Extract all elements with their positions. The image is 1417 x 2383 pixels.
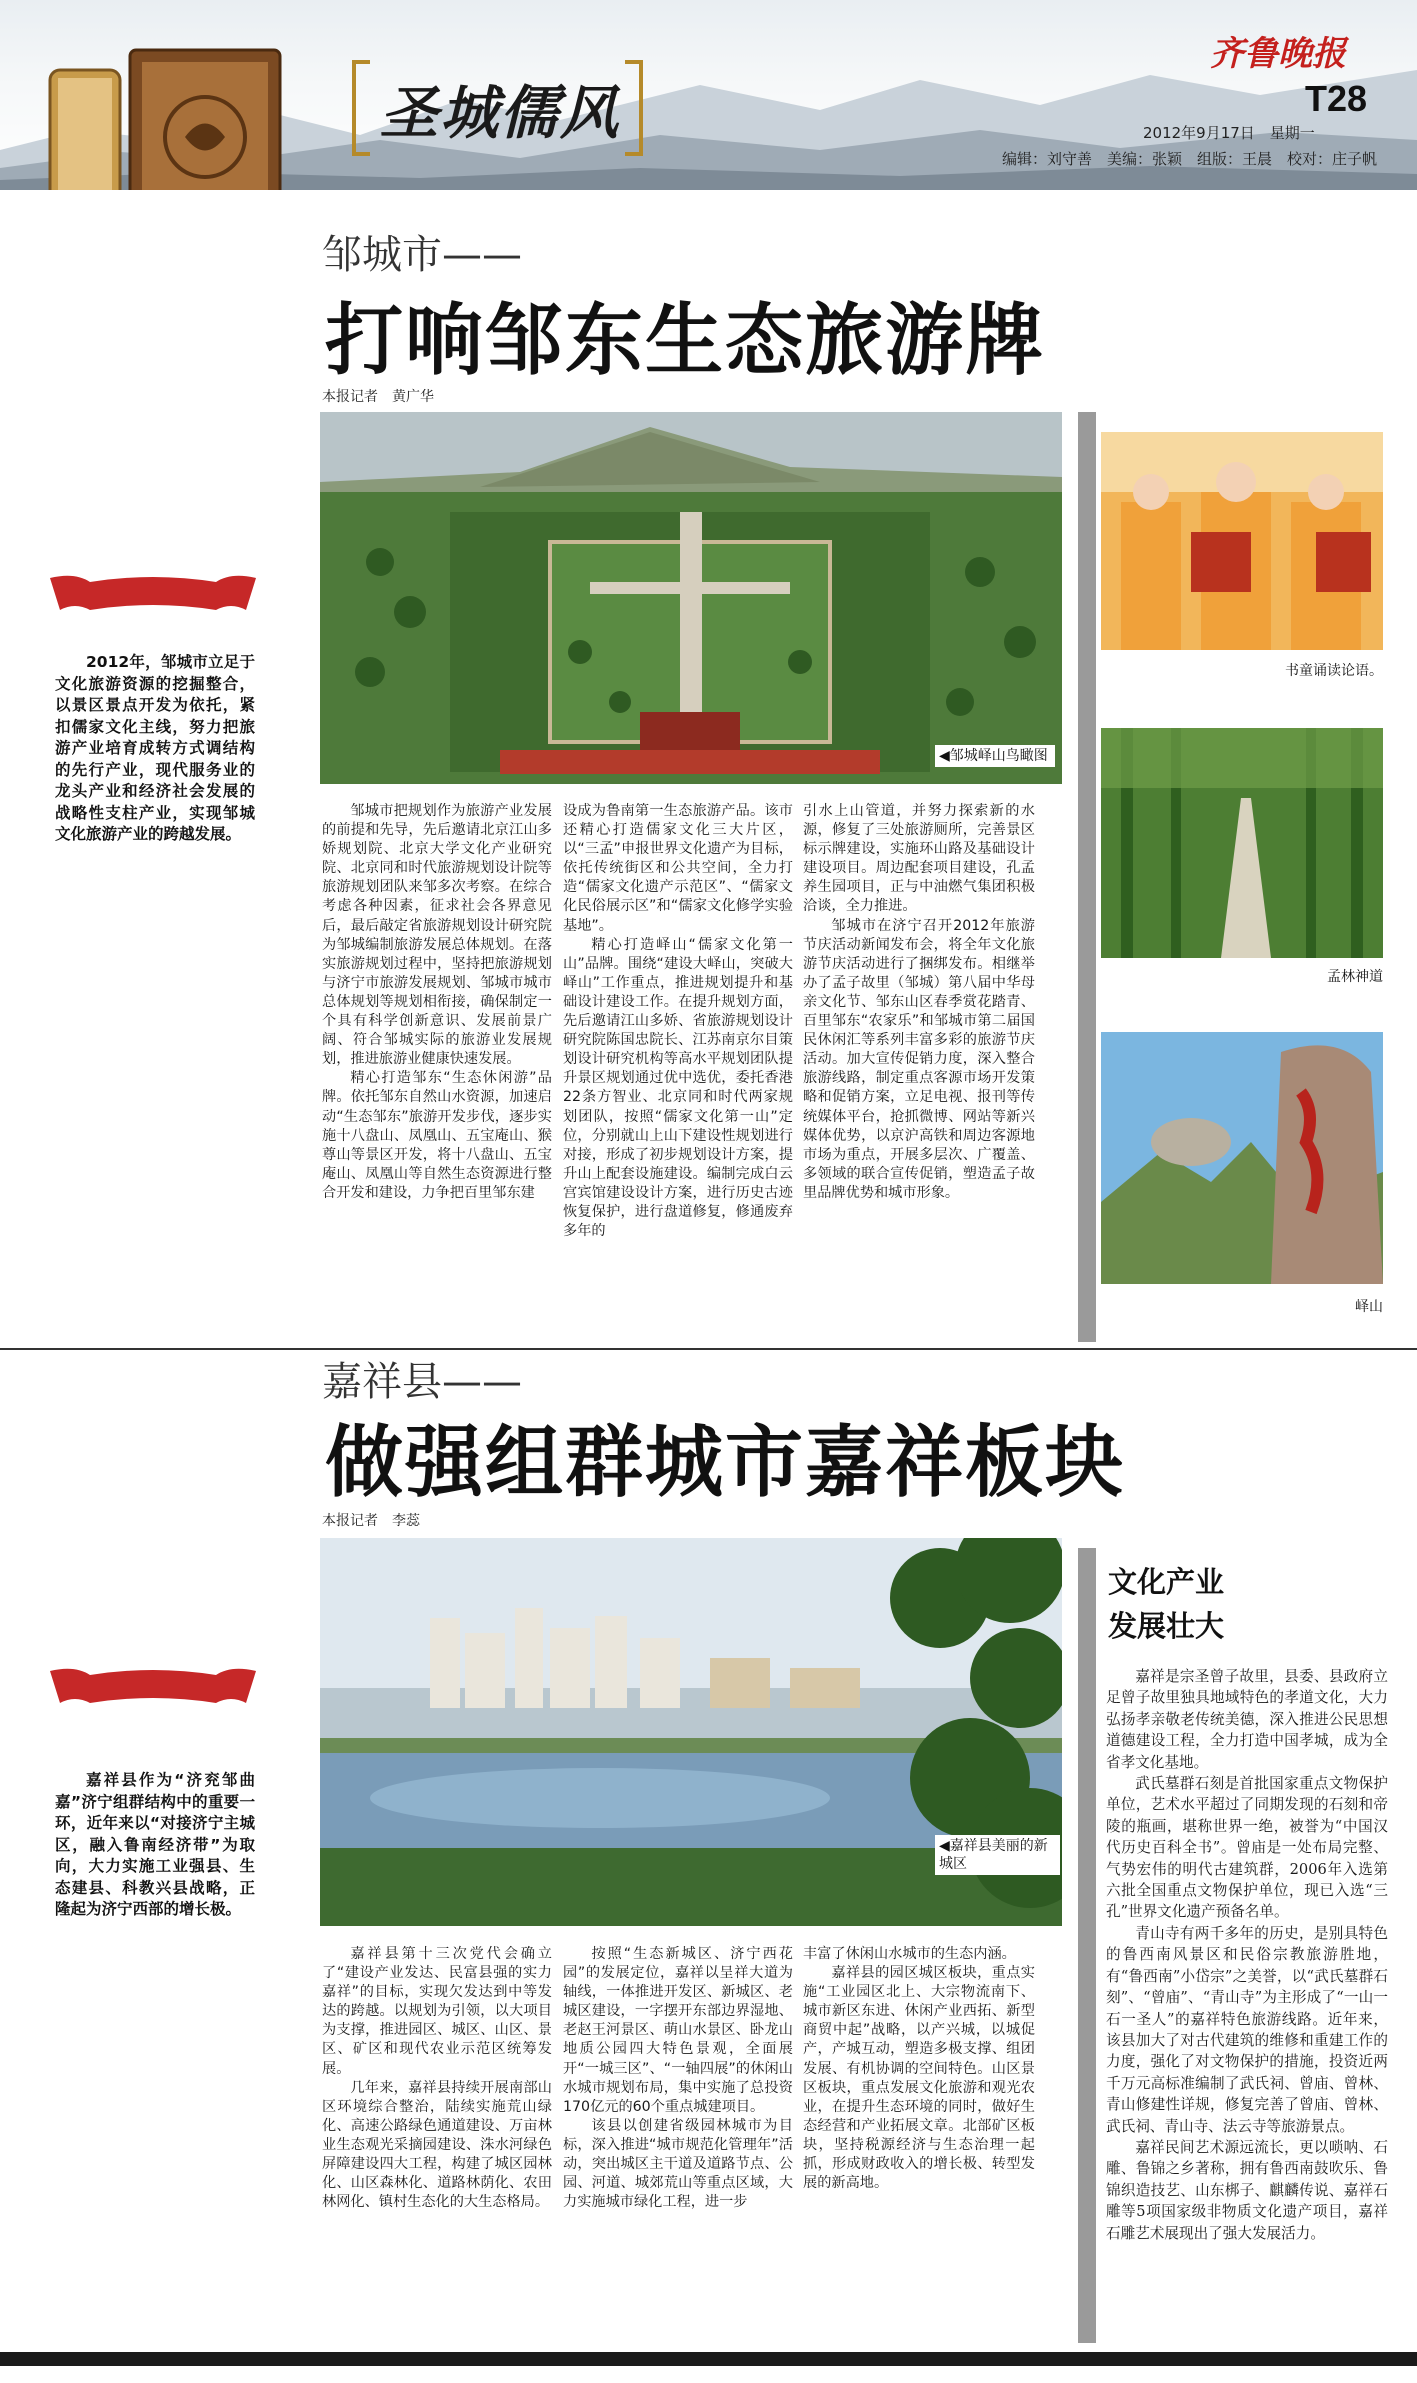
section1-headline: 打响邹东生态旅游牌 — [325, 296, 1046, 386]
newspaper-brand: 齐鲁晚报 — [1210, 34, 1346, 74]
sidebar-heading-line2: 发展壮大 — [1108, 1609, 1225, 1643]
section1-photo-caption: ◀邹城峄山鸟瞰图 — [935, 745, 1055, 767]
issue-date: 2012年9月17日 星期一 — [1143, 124, 1315, 142]
paragraph: 邹城市在济宁召开2012年旅游节庆活动新闻发布会，将全年文化旅游节庆活动进行了捆绑发布。相继举办了孟子故里（邹城）第八届中华母亲文化节、邹东山区春季赏花踏青、百里邹东“农家乐”和邹城市第二届国民休闲汇等系列丰富多彩的旅游节庆活动。加大宣传促销力度，深入整合旅游线路，制定重点客源市场开发策略和促销方案，立足电视、报刊等传统媒体平台，抢抓微博、网站等新兴媒体优势，以京沪高铁和周边客源地市场为重点，开展多层次、广覆盖、多领域的联合宣传促销，塑造孟子故里品牌优势和城市形象。 — [803, 917, 1035, 1201]
red-ribbon-banner — [50, 572, 256, 616]
red-ribbon-banner — [50, 1665, 256, 1709]
column-title: 圣城儒风 — [380, 79, 621, 147]
side-photo1-caption: 书童诵读论语。 — [1285, 663, 1383, 679]
paragraph: 该县以创建省级园林城市为目标，深入推进“城市规范化管理年”活动，突出城区主干道及道路节点、公园、河道、城郊荒山等重点区域，大力实施城市绿化工程，进一步 — [563, 2117, 793, 2211]
section1-intro: 2012年，邹城市立足于文化旅游资源的挖掘整合，以景区景点开发为依托，紧扣儒家文化主线，努力把旅游产业培育成转方式调结构的先行产业，现代服务业的龙头产业和经济社会发展的战略性支柱产业，实现邹城文化旅游产业的跨越发展。 — [55, 653, 255, 843]
paragraph: 按照“生态新城区、济宁西花园”的发展定位，嘉祥以呈祥大道为轴线，一体推进开发区、新城区、老城区建设，一字摆开东部边界湿地、老赵王河景区、萌山水景区、卧龙山地质公园四大特色景观，全面展开“一城三区”、“一轴四展”的休闲山水城市规划布局，集中实施了总投资170亿元的60个重点城建项目。 — [563, 1946, 793, 2115]
bottom-rule — [0, 2352, 1417, 2366]
sidebar-heading — [1108, 1560, 1348, 1648]
sidebar-body — [1106, 1666, 1388, 2244]
title-bracket-right — [625, 60, 643, 156]
paragraph: 邹城市把规划作为旅游产业发展的前提和先导，先后邀请北京江山多娇规划院、北京大学文化产业研究院、北京同和时代旅游规划设计院等旅游规划团队来邹多次考察。在综合考虑各种因素，征求社会各界意见后，最后敲定省旅游规划设计研究院为邹城编制旅游发展总体规划。在落实旅游规划过程中，坚持把旅游规划与济宁市旅游发展规划、邹城市城市总体规划等规划相衔接，确保制定一个具有科学创新意识、发展前景广阔、符合邹城实际的旅游业发展规划，推进旅游业健康快速发展。 — [322, 803, 552, 1068]
section1-byline: 本报记者 黄广华 — [322, 389, 434, 405]
paragraph: 嘉祥是宗圣曾子故里，县委、县政府立足曾子故里独具地域特色的孝道文化，大力弘扬孝亲敬老传统美德，深入推进公民思想道德建设工程，全力打造中国孝城，成为全省孝文化基地。 — [1106, 1668, 1388, 1771]
section2-byline: 本报记者 李蕊 — [322, 1513, 420, 1529]
menglin-path-photo — [1101, 728, 1383, 958]
section2-column-1 — [322, 1945, 552, 2212]
section2-intro: 嘉祥县作为“济兖邹曲嘉”济宁组群结构中的重要一环，近年来以“对接济宁主城区，融入鲁南经济带”为取向，大力实施工业强县、生态建县、科教兴县战略，正隆起为济宁西部的增长极。 — [55, 1771, 255, 1918]
paragraph: 丰富了休闲山水城市的生态内涵。 — [803, 1946, 1016, 1962]
staff-credits: 编辑：刘守善 美编：张颖 组版：王晨 校对：庄子帆 — [1002, 150, 1378, 168]
section-divider — [0, 1348, 1417, 1350]
side-photo2-caption: 孟林神道 — [1327, 969, 1383, 985]
section2-sidebar-bar — [1078, 1548, 1096, 2343]
section2-column-2 — [563, 1945, 793, 2212]
paragraph: 嘉祥县的园区城区板块，重点实施“工业园区北上、大宗物流南下、城市新区东进、休闲产业西拓、新型商贸中起”战略，以产兴城，以城促产，产城互动，塑造多极支撑、组团发展、有机协调的空间特色。山区景区板块，重点发展文化旅游和观光农业，在提升生态环境的同时，做好生态经营和产业拓展文章。北部矿区板块，坚持税源经济与生态治理一起抓，形成财政收入的增长极、转型发展的新高地。 — [803, 1965, 1035, 2192]
section1-column-1 — [322, 802, 552, 1203]
yishan-aerial-photo — [320, 412, 1062, 784]
scroll-book-illustration — [10, 30, 310, 190]
section1-kicker: 邹城市—— — [322, 232, 522, 278]
section1-column-2 — [563, 802, 793, 1241]
section2-column-3 — [803, 1945, 1035, 2193]
section2-headline: 做强组群城市嘉祥板块 — [325, 1418, 1126, 1508]
section1-sidebar-bar — [1078, 412, 1096, 1342]
side-photo3-caption: 峄山 — [1355, 1299, 1383, 1315]
section2-photo-caption: ◀嘉祥县美丽的新城区 — [935, 1835, 1060, 1875]
section2-kicker: 嘉祥县—— — [322, 1359, 522, 1405]
paragraph: 嘉祥民间艺术源远流长，更以唢呐、石雕、鲁锦之乡著称，拥有鲁西南鼓吹乐、鲁锦织造技艺、山东梆子、麒麟传说、嘉祥石雕等5项国家级非物质文化遗产项目，嘉祥石雕艺术展现出了强大发展活力。 — [1106, 2138, 1388, 2242]
paragraph: 嘉祥县第十三次党代会确立了“建设产业发达、民富县强的实力嘉祥”的目标，实现欠发达到中等发达的跨越。以规划为引领，以大项目为支撑，推进园区、城区、山区、景区、矿区和现代农业示范区统筹发展。 — [322, 1946, 552, 2077]
section1-column-3 — [803, 802, 1035, 1203]
paragraph: 引水上山管道，并努力探索新的水源，修复了三处旅游厕所，完善景区标示牌建设，实施环山路及基础设计建设项目。周边配套项目建设，孔孟养生园项目，正与中油燃气集团积极洽谈，全力推进。 — [803, 803, 1035, 915]
paragraph: 精心打造邹东“生态休闲游”品牌。依托邹东自然山水资源，加速启动“生态邹东”旅游开发步伐，逐步实施十八盘山、凤凰山、五宝庵山、猴尊山等景区开发，将十八盘山、五宝庵山、凤凰山等自然生态资源进行整合开发和建设，力争把百里邹东建 — [322, 1070, 552, 1201]
sidebar-heading-line1: 文化产业 — [1108, 1565, 1225, 1599]
page-number: T28 — [1305, 78, 1368, 119]
yishan-rock-photo — [1101, 1032, 1383, 1284]
page-header — [0, 0, 1417, 190]
paragraph: 精心打造峄山“儒家文化第一山”品牌。围绕“建设大峄山，突破大峄山”工作重点，推进规划提升和基础设计建设工作。在提升规划方面，先后邀请江山多娇、省旅游规划设计研究院陈国忠院长、江苏南京尔目策划设计研究机构等高水平规划团队提升景区规划通过优中选优，委托香港22条方智业、北京同和时代两家规划团队，按照“儒家文化第一山”定位，分别就山上山下建设性规划进行对接，形成了初步规划设计方案，提升山上配套设施建设。编制完成白云宫宾馆建设设计方案，进行历史古迹恢复保护，进行盘道修复，修通废弃多年的 — [563, 936, 793, 1240]
paragraph: 几年来，嘉祥县持续开展南部山区环境综合整治，陆续实施荒山绿化、高速公路绿色通道建设、万亩林业生态观光采摘园建设、洙水河绿色屏障建设四大工程，构建了城区园林化、山区森林化、道路林荫化、农田林网化、镇村生态化的大生态格局。 — [322, 2079, 552, 2211]
children-reading-photo — [1101, 432, 1383, 650]
title-bracket-left — [352, 60, 370, 156]
paragraph: 设成为鲁南第一生态旅游产品。该市还精心打造儒家文化三大片区，以“三孟”申报世界文化遗产为目标，依托传统街区和公共空间，全力打造“儒家文化遗产示范区”、“儒家文化民俗展示区”和“儒家文化修学实验基地”。 — [563, 803, 793, 934]
paragraph: 武氏墓群石刻是首批国家重点文物保护单位，艺术水平超过了同期发现的石刻和帝陵的瓶画，堪称世界一绝，被誉为“中国汉代历史百科全书”。曾庙是一处布局完整、气势宏伟的明代古建筑群，2006年入选第六批全国重点文物保护单位，现已入选“三孔”世界文化遗产预备名单。 — [1106, 1775, 1388, 1921]
paragraph: 青山寺有两千多年的历史，是别具特色的鲁西南风景区和民俗宗教旅游胜地，有“鲁西南”小岱宗”之美誉，以“武氏墓群石刻”、“曾庙”、“青山寺”为主形成了“一山一石一圣人”的嘉祥特色旅游线路。近年来，该县加大了对古代建筑的维修和重建工作的力度，强化了对文物保护的措施，投资近两千万元高标准编制了武氏祠、曾庙、曾林、青山修建性详规，修复完善了曾庙、曾林、武氏祠、青山寺、法云寺等旅游景点。 — [1106, 1924, 1388, 2135]
